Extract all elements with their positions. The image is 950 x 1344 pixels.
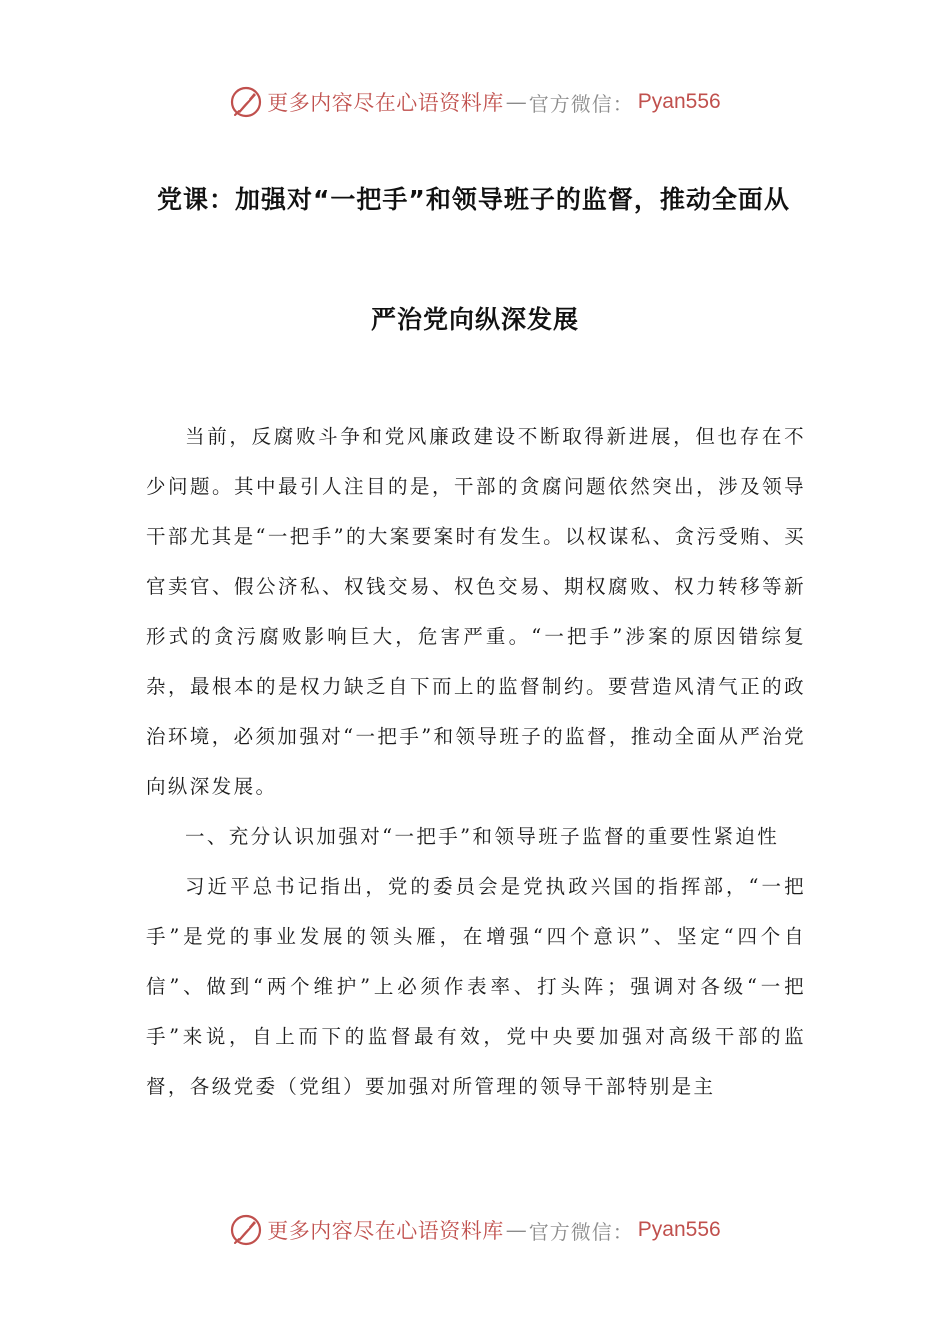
banner-wechat-id: Pyan556 (637, 1218, 721, 1241)
document-body (146, 412, 806, 1112)
banner-separator: — (505, 1218, 527, 1242)
paragraph-section-1: 习近平总书记指出，党的委员会是党执政兴国的指挥部，“一把手”是党的事业发展的领头雁，在增强“四个意识”、坚定“四个自信”、做到“两个维护”上必须作表率、打头阵；强调对各级“一把手”来说，自上而下的监督最有效，党中央要加强对高级干部的监督，各级党委（党组）要加强对所管理的领导干部特别是主 (146, 875, 806, 1098)
section-heading-1: 一、充分认识加强对“一把手”和领导班子监督的重要性紧迫性 (185, 825, 780, 848)
banner-official-label: 官方微信： (528, 1219, 634, 1244)
quill-logo-icon (229, 1213, 263, 1247)
quill-logo-icon (229, 85, 263, 119)
paragraph-intro: 当前，反腐败斗争和党风廉政建设不断取得新进展，但也存在不少问题。其中最引人注目的是，干部的贪腐问题依然突出，涉及领导干部尤其是“一把手”的大案要案时有发生。以权谋私、贪污受贿、买官卖官、假公济私、权钱交易、权色交易、期权腐败、权力转移等新形式的贪污腐败影响巨大，危害严重。“一把手”涉案的原因错综复杂，最根本的是权力缺乏自下而上的监督制约。要营造风清气正的政治环境，必须加强对“一把手”和领导班子的监督，推动全面从严治党向纵深发展。 (146, 425, 806, 798)
footer-banner (0, 1208, 950, 1252)
header-banner (0, 80, 950, 124)
banner-brand-text: 更多内容尽在心语资料库 (267, 1219, 504, 1243)
banner-official-label: 官方微信： (528, 91, 634, 116)
banner-brand-text: 更多内容尽在心语资料库 (267, 91, 504, 115)
banner-wechat-id: Pyan556 (637, 90, 721, 113)
banner-separator: — (505, 90, 527, 114)
document-title-line-2: 严治党向纵深发展 (370, 305, 579, 334)
document-title-line-1: 党课：加强对“一把手”和领导班子的监督，推动全面从 (157, 185, 790, 214)
